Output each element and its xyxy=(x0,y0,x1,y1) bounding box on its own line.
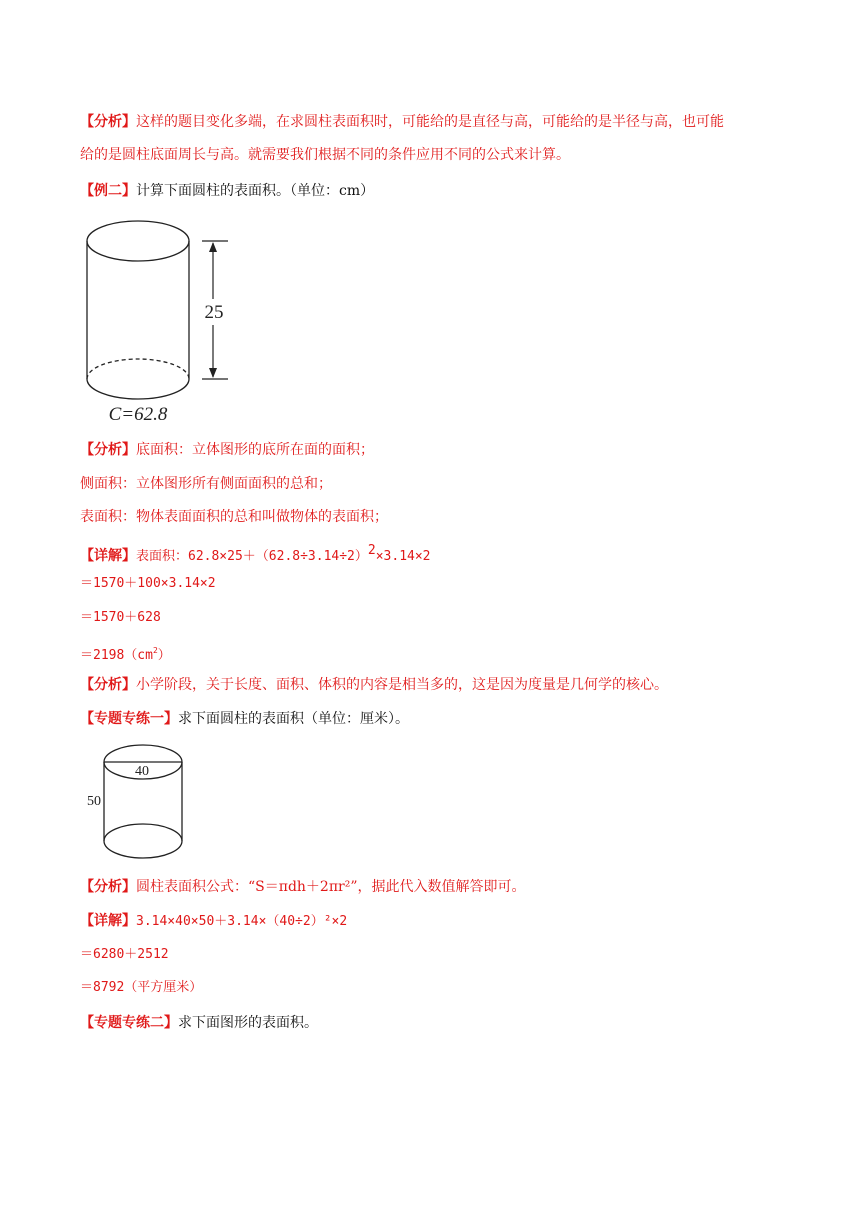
practice-2-heading xyxy=(80,1013,318,1033)
cylinder-bottom-back xyxy=(87,359,189,379)
analysis-text: 小学阶段，关于长度、面积、体积的内容是相当多的，这是因为度量是几何学的核心。 xyxy=(136,677,668,693)
analysis-tag: 【分析】 xyxy=(80,114,136,130)
analysis-line-surface xyxy=(80,507,388,527)
practice-tag: 【专题专练二】 xyxy=(80,1015,178,1031)
analysis-text: 底面积：立体图形的底所在面的面积； xyxy=(136,442,374,458)
formula-text: ＝1570＋628 xyxy=(80,610,161,625)
formula-text: ＝1570＋100×3.14×2 xyxy=(80,576,216,591)
example-2-heading xyxy=(80,181,374,201)
formula-exponent: 2 xyxy=(152,646,158,655)
circumference-label: C=62.8 xyxy=(108,404,168,425)
practice-question: 求下面图形的表面积。 xyxy=(178,1015,318,1031)
detail-step-4 xyxy=(80,641,171,666)
diameter-label: 40 xyxy=(135,764,149,779)
example-tag: 【例二】 xyxy=(80,183,136,199)
formula-text: 表面积：62.8×25＋（62.8÷3.14÷2） xyxy=(136,549,368,564)
arrow-down-icon xyxy=(209,368,217,378)
formula-text: ＝2198（cm xyxy=(80,648,153,663)
formula-text: 3.14×40×50＋3.14×（40÷2）²×2 xyxy=(136,914,348,929)
analysis-paragraph-1 xyxy=(80,112,724,132)
cylinder-bottom-front xyxy=(87,379,189,399)
practice-1-heading xyxy=(80,709,409,729)
detail-4-step-3 xyxy=(80,978,202,998)
cylinder-top-ellipse xyxy=(87,221,189,261)
analysis-text: 这样的题目变化多端，在求圆柱表面积时，可能给的是直径与高，可能给的是半径与高，也可能 xyxy=(136,114,724,130)
detail-paragraph-2 xyxy=(80,541,431,567)
detail-tag: 【详解】 xyxy=(80,548,136,564)
detail-step-2 xyxy=(80,574,216,594)
analysis-paragraph-1-cont xyxy=(80,145,570,165)
analysis-text: 给的是圆柱底面周长与高。就需要我们根据不同的条件应用不同的公式来计算。 xyxy=(80,147,570,163)
example-question: 计算下面圆柱的表面积。（单位：cm） xyxy=(136,183,375,199)
analysis-text: 圆柱表面积公式：“S＝πdh＋2πr²”，据此代入数值解答即可。 xyxy=(136,879,526,895)
formula-exponent: 2 xyxy=(367,543,376,558)
analysis-tag: 【分析】 xyxy=(80,677,136,693)
cylinder-figure-2 xyxy=(82,740,192,865)
formula-text: ＝8792（平方厘米） xyxy=(80,980,203,995)
formula-text: ） xyxy=(157,648,171,663)
analysis-text: 表面积：物体表面面积的总和叫做物体的表面积； xyxy=(80,509,388,525)
detail-4-step-2 xyxy=(80,945,169,965)
practice-tag: 【专题专练一】 xyxy=(80,711,178,727)
formula-text: ×3.14×2 xyxy=(375,549,431,564)
analysis-paragraph-3 xyxy=(80,675,668,695)
detail-paragraph-4 xyxy=(80,911,347,932)
analysis-text: 侧面积：立体图形所有侧面面积的总和； xyxy=(80,476,332,492)
arrow-up-icon xyxy=(209,242,217,252)
cylinder-figure-1 xyxy=(80,215,240,425)
analysis-paragraph-4 xyxy=(80,877,526,897)
analysis-paragraph-2 xyxy=(80,440,374,460)
detail-step-3 xyxy=(80,608,161,628)
practice-question: 求下面圆柱的表面积（单位：厘米）。 xyxy=(178,711,409,727)
analysis-tag: 【分析】 xyxy=(80,879,136,895)
analysis-line-lateral xyxy=(80,474,332,494)
cylinder-bottom-ellipse xyxy=(104,824,182,858)
height-label: 50 xyxy=(87,794,101,809)
formula-text: ＝6280＋2512 xyxy=(80,947,169,962)
height-label: 25 xyxy=(204,302,224,323)
detail-tag: 【详解】 xyxy=(80,913,136,929)
analysis-tag: 【分析】 xyxy=(80,442,136,458)
